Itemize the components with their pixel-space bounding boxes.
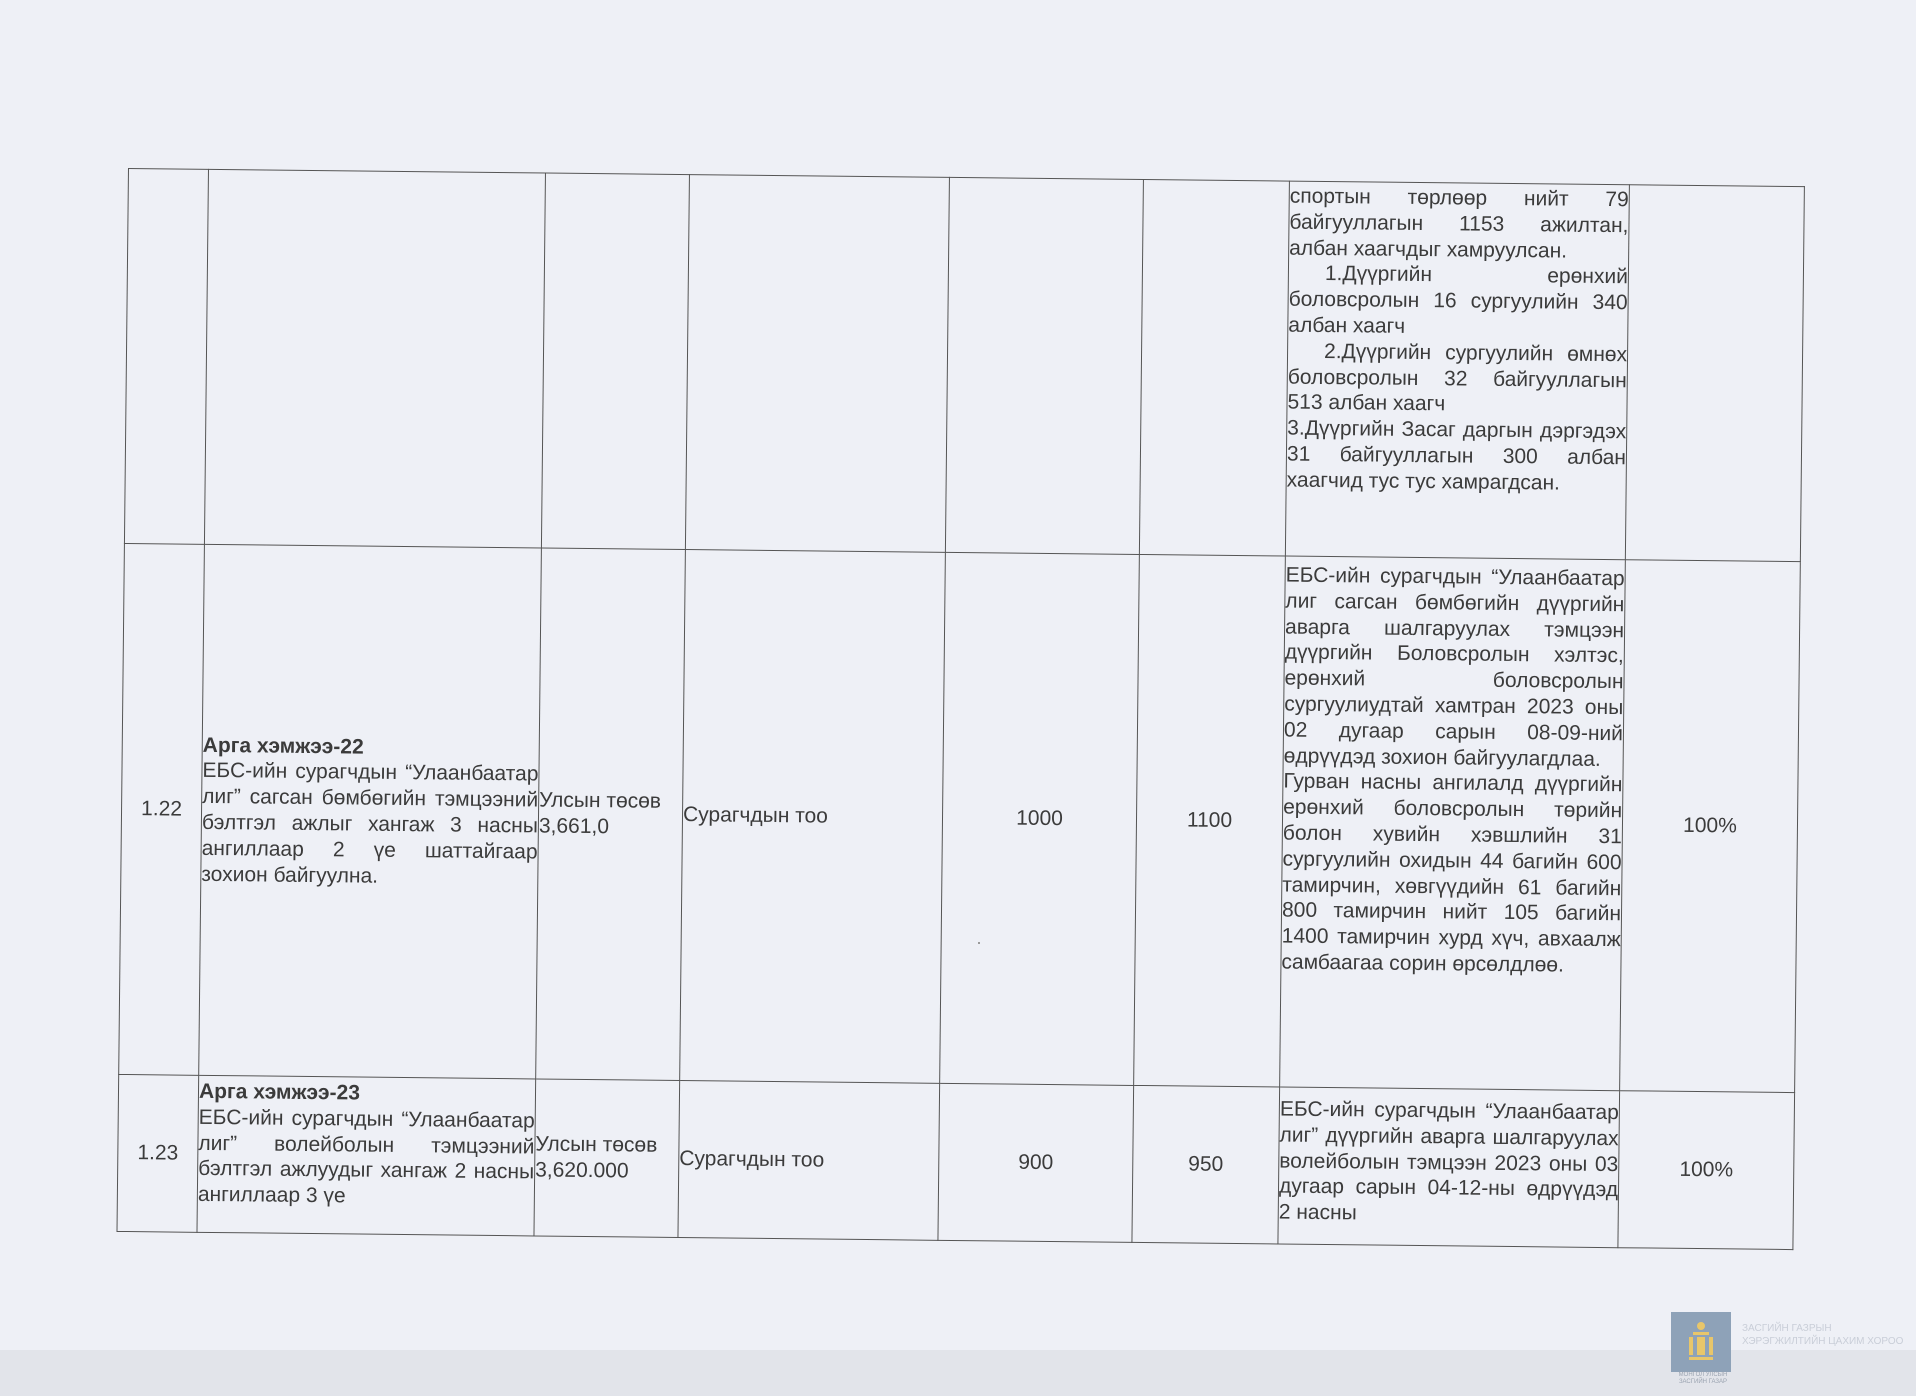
- result-cell: [1278, 1087, 1620, 1248]
- result-line: ЕБС-ийн сурагчдын “Улаанбаатар лиг сагсан бөмбөгийн дүүргийн аварга шалгаруулах тэмцээн дүүргийн Боловсролын хэлтэс, ерөнхий боловсролын сургуулиудтай хамтран 2023 оны 02 дугаар сарын 08-09-ний өдрүүдэд зохион байгуулагдлаа.: [1283, 563, 1625, 771]
- budget-cell: [541, 173, 689, 550]
- indicator-cell: Сурагчдын тоо: [680, 550, 946, 1084]
- percent-cell: 100%: [1620, 560, 1801, 1093]
- result-line: 2.Дүүргийн сургуулийн өмнөх боловсролын 32 байгууллагын 513 албан хаагч: [1287, 339, 1628, 416]
- activity-cell: [199, 544, 542, 1079]
- emblem-logo-icon: [1671, 1312, 1731, 1372]
- result-line: 3.Дүүргийн Засаг даргын дэргэдэх 31 байгууллагын 300 албан хаагчид тус тус хамрагдсан.: [1286, 416, 1627, 495]
- result-cell: [1280, 556, 1626, 1091]
- table-row: [124, 169, 1804, 562]
- baseline-cell: 900: [938, 1083, 1134, 1242]
- result-line: 1.Дүүргийн ерөнхий боловсролын 16 сургуулийн 340 албан хаагч: [1288, 262, 1629, 338]
- activity-cell: [197, 1075, 536, 1236]
- target-cell: 950: [1132, 1085, 1280, 1244]
- page-bottom-strip: [0, 1350, 1916, 1396]
- target-cell: 1100: [1134, 554, 1286, 1087]
- percent-cell: [1625, 185, 1804, 562]
- result-cell: [1285, 181, 1629, 560]
- target-cell: [1139, 179, 1289, 556]
- stamp-watermark: ЗАСГИЙН ГАЗРЫН ХЭРЭГЖИЛТИЙН ЦАХИМ ХОРОО: [1742, 1323, 1904, 1347]
- percent-cell: 100%: [1618, 1091, 1795, 1250]
- row-number: 1.23: [117, 1074, 199, 1232]
- budget-cell: Улсын төсөв 3,620.000: [534, 1079, 680, 1238]
- emblem-caption: МОНГОЛ УЛСЫН ЗАСГИЙН ГАЗАР: [1678, 1372, 1728, 1385]
- indicator-cell: [685, 175, 949, 553]
- table-row: [117, 1074, 1795, 1249]
- activity-title: [207, 357, 543, 361]
- indicator-cell: Сурагчдын тоо: [678, 1081, 940, 1241]
- report-table: [116, 168, 1804, 1250]
- result-line: ЕБС-ийн сурагчдын “Улаанбаатар лиг” дүүргийн аварга шалгаруулах волейболын тэмцээн 2023 оны 03 дугаар сарын 04-12-ны өдрүүдэд 2 насны: [1278, 1097, 1619, 1225]
- budget-cell: Улсын төсөв 3,661,0: [536, 548, 686, 1081]
- activity-title: Арга хэмжээ-23: [198, 1079, 361, 1105]
- scan-speck: [978, 942, 980, 944]
- activity-title: Арга хэмжээ-22: [202, 733, 364, 759]
- activity-text: ЕБС-ийн сурагчдын “Улаанбаатар лиг” волейболын тэмцээний бэлтгэл ажлуудыг хангаж 2 насны ангиллаар 3 үе: [197, 1105, 535, 1208]
- table-row: [119, 543, 1801, 1092]
- baseline-cell: 1000: [940, 552, 1140, 1085]
- activity-cell: [204, 169, 545, 548]
- row-number: 1.22: [119, 543, 205, 1075]
- row-number: [124, 169, 208, 545]
- baseline-cell: [945, 177, 1143, 554]
- result-line: спортын төрлөөр нийт 79 байгууллагын 1153 ажилтан, албан хаагчдыг хамруулсан.: [1289, 184, 1629, 263]
- activity-text: ЕБС-ийн сурагчдын “Улаанбаатар лиг” сагсан бөмбөгийн тэмцээний бэлтгэл ажлыг хангаж 3 насны ангиллаар 2 үе шаттайгаар зохион байгуулна.: [201, 759, 539, 888]
- result-line: Гурван насны ангилалд дүүргийн ерөнхий боловсролын төрийн болон хувийн хэвшлийн 31 сургуулийн охидын 44 багийн 600 тамирчин, хөвгүүдийн 61 багийн 800 тамирчин нийт 105 багийн 1400 тамирчин хурд хүч, авхаалж самбаагаа сорин өрсөлдлөө.: [1281, 769, 1623, 977]
